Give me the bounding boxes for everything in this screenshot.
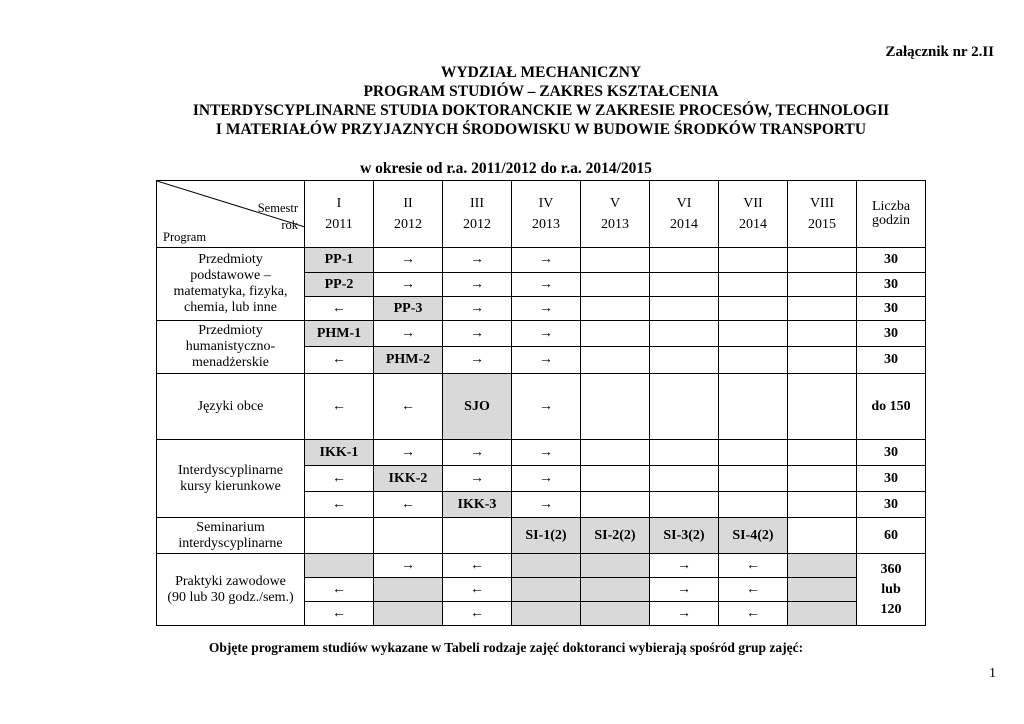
- semester-number: III: [470, 196, 484, 211]
- group-label-line: Przedmioty: [198, 252, 263, 267]
- header-row: [157, 181, 926, 248]
- arrow-cell: →: [443, 248, 512, 273]
- group-label-line: (90 lub 30 godz./sem.): [167, 589, 294, 605]
- seminar-cell: SI-4(2): [719, 518, 788, 554]
- page-number: 1: [989, 666, 996, 681]
- arrow-cell: →: [443, 297, 512, 321]
- empty-cell: [719, 273, 788, 297]
- empty-cell: [719, 347, 788, 374]
- semester-number: I: [336, 196, 342, 211]
- empty-cell: [719, 466, 788, 492]
- course-cell: PHM-2: [374, 347, 443, 374]
- arrow-cell: →: [512, 321, 581, 347]
- empty-cell: [788, 374, 857, 440]
- empty-cell: [581, 374, 650, 440]
- arrow-cell: →: [374, 248, 443, 273]
- course-cell: IKK-1: [305, 440, 374, 466]
- arrow-cell: ←: [305, 578, 374, 602]
- arrow-cell: →: [512, 440, 581, 466]
- hours-cell: 30: [857, 248, 926, 273]
- empty-cell: [443, 518, 512, 554]
- arrow-cell: →: [443, 466, 512, 492]
- semester-header-1: [305, 181, 374, 248]
- empty-cell: [581, 248, 650, 273]
- group-label-courses: [157, 440, 305, 518]
- arrow-cell: →: [512, 466, 581, 492]
- arrow-cell: ←: [305, 492, 374, 518]
- arrow-cell: ←: [374, 492, 443, 518]
- hours-cell: 30: [857, 273, 926, 297]
- attachment-label: Załącznik nr 2.II: [885, 44, 994, 60]
- semester-year: 2015: [808, 217, 836, 232]
- hours-cell: 30: [857, 440, 926, 466]
- arrow-cell: ←: [305, 347, 374, 374]
- group-label-practice: [157, 554, 305, 626]
- empty-cell: [581, 347, 650, 374]
- semester-header-5: [581, 181, 650, 248]
- hours-cell: 30: [857, 492, 926, 518]
- practice-hours-line: lub: [881, 581, 901, 597]
- arrow-cell: ←: [719, 602, 788, 626]
- arrow-cell: →: [374, 440, 443, 466]
- group-label-line: Języki obce: [197, 398, 264, 414]
- group-label-line: Przedmioty: [198, 323, 263, 338]
- semester-year: 2012: [463, 217, 491, 232]
- shaded-cell: [788, 602, 857, 626]
- empty-cell: [788, 518, 857, 554]
- practice-hours-line: 360: [880, 561, 902, 577]
- arrow-cell: →: [650, 578, 719, 602]
- empty-cell: [788, 440, 857, 466]
- hours-header-line: godzin: [871, 213, 911, 228]
- table-row-pp1: [157, 248, 926, 273]
- empty-cell: [719, 248, 788, 273]
- shaded-cell: [788, 554, 857, 578]
- arrow-cell: ←: [443, 602, 512, 626]
- semester-header-2: [374, 181, 443, 248]
- empty-cell: [305, 518, 374, 554]
- shaded-cell: [512, 578, 581, 602]
- group-label-line: matematyka, fizyka,: [173, 284, 288, 299]
- empty-cell: [719, 374, 788, 440]
- empty-cell: [719, 440, 788, 466]
- period-label: w okresie od r.a. 2011/2012 do r.a. 2014/2015: [360, 160, 652, 177]
- semester-number: II: [403, 196, 413, 211]
- semester-header-8: [788, 181, 857, 248]
- hours-cell: 30: [857, 347, 926, 374]
- arrow-cell: →: [650, 602, 719, 626]
- empty-cell: [581, 440, 650, 466]
- empty-cell: [788, 297, 857, 321]
- empty-cell: [719, 297, 788, 321]
- group-label-line: kursy kierunkowe: [180, 478, 281, 494]
- semester-year: 2014: [739, 217, 767, 232]
- shaded-cell: [374, 602, 443, 626]
- empty-cell: [650, 297, 719, 321]
- arrow-cell: →: [443, 440, 512, 466]
- semester-number: VI: [676, 196, 692, 211]
- empty-cell: [788, 273, 857, 297]
- hours-cell: 30: [857, 466, 926, 492]
- semester-number: IV: [538, 196, 554, 211]
- arrow-cell: ←: [305, 297, 374, 321]
- heading-line-faculty: WYDZIAŁ MECHANICZNY: [440, 64, 642, 81]
- group-label-humanities: [157, 321, 305, 374]
- shaded-cell: [512, 554, 581, 578]
- empty-cell: [650, 374, 719, 440]
- semester-header-4: [512, 181, 581, 248]
- arrow-cell: →: [443, 347, 512, 374]
- heading-line-program: PROGRAM STUDIÓW – ZAKRES KSZTAŁCENIA: [363, 83, 719, 100]
- table-row-sjo: [157, 374, 926, 440]
- arrow-cell: →: [374, 321, 443, 347]
- arrow-cell: ←: [305, 466, 374, 492]
- practice-hours-cell: [857, 554, 926, 626]
- shaded-cell: [581, 602, 650, 626]
- semester-number: VIII: [809, 196, 835, 211]
- course-cell: IKK-2: [374, 466, 443, 492]
- group-label-line: menadżerskie: [192, 355, 269, 370]
- semester-year: 2011: [325, 217, 353, 232]
- arrow-cell: ←: [719, 554, 788, 578]
- arrow-cell: ←: [374, 374, 443, 440]
- semester-header-3: [443, 181, 512, 248]
- footnote: Objęte programem studiów wykazane w Tabeli rodzaje zajęć doktoranci wybierają spośród grup zajęć:: [208, 640, 804, 655]
- shaded-cell: [374, 578, 443, 602]
- empty-cell: [581, 466, 650, 492]
- arrow-cell: →: [512, 297, 581, 321]
- arrow-cell: ←: [443, 578, 512, 602]
- hours-header-line: Liczba: [871, 199, 911, 214]
- table-row-seminar: [157, 518, 926, 554]
- corner-semestr: Semestr: [257, 201, 298, 215]
- table-row-phm1: [157, 321, 926, 347]
- empty-cell: [788, 248, 857, 273]
- shaded-cell: [305, 554, 374, 578]
- arrow-cell: ←: [443, 554, 512, 578]
- seminar-cell: SI-3(2): [650, 518, 719, 554]
- arrow-cell: →: [512, 374, 581, 440]
- hours-cell: do 150: [857, 374, 926, 440]
- empty-cell: [581, 273, 650, 297]
- corner-cell: [157, 181, 305, 248]
- arrow-cell: →: [443, 321, 512, 347]
- arrow-cell: →: [650, 554, 719, 578]
- course-cell: PP-1: [305, 248, 374, 273]
- semester-header-7: [719, 181, 788, 248]
- empty-cell: [788, 347, 857, 374]
- semester-year: 2014: [670, 217, 698, 232]
- empty-cell: [650, 248, 719, 273]
- shaded-cell: [512, 602, 581, 626]
- hours-header: [857, 181, 926, 248]
- practice-hours-line: 120: [880, 601, 902, 617]
- corner-program-label: Program: [163, 230, 207, 244]
- shaded-cell: [581, 578, 650, 602]
- group-label-basic: [157, 248, 305, 321]
- shaded-cell: [581, 554, 650, 578]
- group-label-line: chemia, lub inne: [184, 300, 277, 315]
- shaded-cell: [788, 578, 857, 602]
- course-cell: PP-2: [305, 273, 374, 297]
- arrow-cell: →: [512, 248, 581, 273]
- empty-cell: [581, 297, 650, 321]
- empty-cell: [650, 321, 719, 347]
- group-label-languages: [157, 374, 305, 440]
- course-cell: PP-3: [374, 297, 443, 321]
- group-label-line: Praktyki zawodowe: [175, 573, 286, 589]
- arrow-cell: ←: [305, 602, 374, 626]
- semester-number: V: [609, 196, 621, 211]
- arrow-cell: →: [443, 273, 512, 297]
- group-label-line: Seminarium: [196, 519, 265, 535]
- course-cell: PHM-1: [305, 321, 374, 347]
- empty-cell: [788, 466, 857, 492]
- empty-cell: [650, 347, 719, 374]
- hours-cell: 30: [857, 297, 926, 321]
- hours-cell: 60: [857, 518, 926, 554]
- semester-year: 2013: [532, 217, 560, 232]
- arrow-cell: ←: [719, 578, 788, 602]
- group-label-line: podstawowe –: [190, 268, 271, 283]
- arrow-cell: →: [512, 492, 581, 518]
- empty-cell: [719, 321, 788, 347]
- seminar-cell: SI-1(2): [512, 518, 581, 554]
- empty-cell: [788, 492, 857, 518]
- group-label-line: Interdyscyplinarne: [178, 462, 283, 478]
- arrow-cell: ←: [305, 374, 374, 440]
- empty-cell: [374, 518, 443, 554]
- empty-cell: [788, 321, 857, 347]
- seminar-cell: SI-2(2): [581, 518, 650, 554]
- heading-line-materials: I MATERIAŁÓW PRZYJAZNYCH ŚRODOWISKU W BUDOWIE ŚRODKÓW TRANSPORTU: [215, 121, 867, 138]
- course-cell: IKK-3: [443, 492, 512, 518]
- empty-cell: [581, 492, 650, 518]
- arrow-cell: →: [374, 554, 443, 578]
- semester-year: 2012: [394, 217, 422, 232]
- hours-cell: 30: [857, 321, 926, 347]
- table-row-ikk1: [157, 440, 926, 466]
- arrow-cell: →: [374, 273, 443, 297]
- empty-cell: [650, 466, 719, 492]
- empty-cell: [650, 492, 719, 518]
- arrow-cell: →: [512, 347, 581, 374]
- arrow-cell: →: [512, 273, 581, 297]
- group-label-line: interdyscyplinarne: [178, 535, 283, 551]
- empty-cell: [581, 321, 650, 347]
- empty-cell: [650, 273, 719, 297]
- semester-header-6: [650, 181, 719, 248]
- course-cell: SJO: [443, 374, 512, 440]
- document-heading: [0, 63, 1024, 139]
- group-label-line: humanistyczno-: [185, 339, 276, 354]
- empty-cell: [719, 492, 788, 518]
- corner-rok: rok: [281, 218, 298, 232]
- semester-year: 2013: [601, 217, 629, 232]
- heading-line-studies: INTERDYSCYPLINARNE STUDIA DOKTORANCKIE W ZAKRESIE PROCESÓW, TECHNOLOGII: [192, 102, 890, 119]
- group-label-seminar: [157, 518, 305, 554]
- corner-semester-label: [258, 200, 298, 234]
- table-row-practice-1: [157, 554, 926, 578]
- empty-cell: [650, 440, 719, 466]
- study-program-table: [156, 180, 926, 626]
- semester-number: VII: [743, 196, 763, 211]
